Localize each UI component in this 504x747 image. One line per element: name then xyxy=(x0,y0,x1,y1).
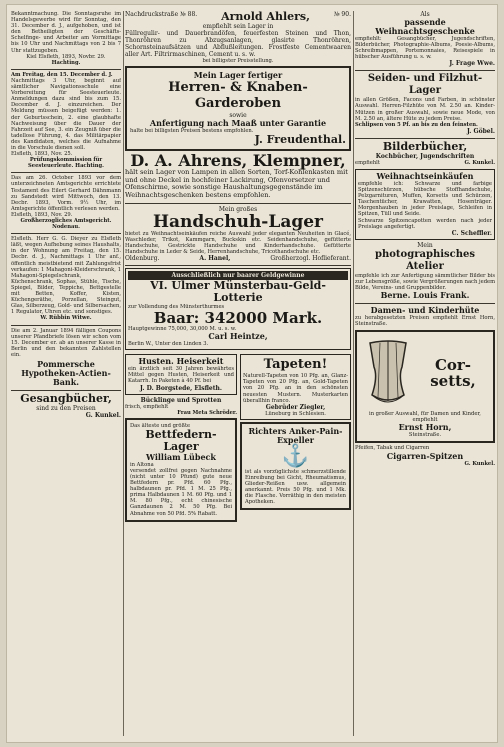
newspaper-page xyxy=(6,4,498,743)
sub-column-right xyxy=(240,352,351,523)
ad-body: ein ärztlich seit 30 Jahren bewährtes Mittel gegen Husten, Heiserkeit und Katarrh. In Paketen à 40 Pf. bei xyxy=(128,366,234,385)
ad-tag: Großherzogl. Hoflieferant. xyxy=(270,254,351,262)
notice-signature: Elsfleth, 1893, Nov. 29. xyxy=(11,211,73,218)
ad-title: Gesangbücher, xyxy=(20,391,112,405)
ad-subtitle: frisch, empfiehlt xyxy=(125,403,169,410)
ad-subtitle: empfiehlt sein Lager in xyxy=(202,23,274,30)
ad-title: Cigarren-Spitzen xyxy=(386,450,464,461)
ad-title: Bücklinge und Sprotten xyxy=(140,396,222,404)
bank-name: Pommersche Hypotheken-Actien-Bank. xyxy=(21,358,111,387)
divider xyxy=(125,203,351,204)
ad-title: Bettfedern-Lager xyxy=(145,427,217,453)
ad-title: Damen- und Kinderhüte xyxy=(370,304,480,315)
ad-foot: halte bei billigsten Preisen bestens empfohlen. xyxy=(130,128,254,135)
ad-name: Frau Meta Schröder. xyxy=(177,409,237,416)
divider xyxy=(11,233,121,234)
ad-city: Lüneburg in Schlesien. xyxy=(265,410,326,417)
ad-name: Carl Heintze, xyxy=(208,331,268,342)
ad-title: Tapeten! xyxy=(263,357,328,373)
ad-name: G. Kunkel. xyxy=(464,460,495,467)
notice-title: Am Freitag, den 15. December d. J. xyxy=(11,71,113,78)
middle-column xyxy=(125,11,351,736)
ad-body: in großer Auswahl, für Damen und Kinder, empfiehlt xyxy=(369,411,481,424)
ad-top: Mein großes xyxy=(218,205,258,213)
ad-body: empfehle ich zur Anfertigung sämmtlicher Bilder bis zur Lebensgröße, sowie Vergrößerungen nach jedem Bilde, Vereins- und Gruppenbilder. xyxy=(355,272,495,291)
divider xyxy=(11,172,121,173)
notice-text: Nachmittags 3 Uhr, beginnt auf sämtlicher Navigationsschule eine Vorbereitung für Seesteuerleute. Anmeldungen dazu sind bis zum 15. December d. J. einzureichen. Der Meldung müssen beigefügt werden: 1. der Geburtsschein, 2. eine glaubhafte Nachweisung über die Dauer der Fahrzeit auf See, 3. ein Zeugniß über die tadellose Führung, 4. das Militärpapier des Kandidaten, welches die Aufnahme in die Vorschule dienen soll. xyxy=(11,77,121,151)
ad-mid: sowie xyxy=(229,112,247,120)
ad-title: Richters Anker-Pain-Expeller xyxy=(248,425,343,445)
ad-title: Bilderbücher, xyxy=(382,139,468,153)
ad-title: Cor- xyxy=(434,356,472,375)
ad-name: J. Göbel. xyxy=(466,127,495,135)
ad-body: Hauptgewinne 75,000, 30,000 M. u. s. w. xyxy=(128,326,237,333)
notice-sunday-rest xyxy=(11,11,121,66)
ad-cigars xyxy=(355,445,495,466)
corset-illustration xyxy=(360,337,416,409)
ad-city: Steinstraße. xyxy=(408,432,442,439)
ad-title: passende Weihnachtsgeschenke xyxy=(375,17,475,36)
divider xyxy=(355,138,495,139)
ad-corsets xyxy=(355,330,495,443)
ad-subtitle: zur Vollendung des Münsterthurmes xyxy=(128,303,225,310)
ad-hymnbooks xyxy=(11,393,121,419)
ad-subtitle: sind zu den Preisen xyxy=(36,404,96,412)
notice-signature: Elsfleth, 1893, Nov. 25. xyxy=(11,151,73,158)
ad-body: zu herabgesetzten Preisen empfiehlt Ernst Horn, Steinstraße. xyxy=(355,314,495,328)
ad-city: in Altona xyxy=(130,461,154,468)
ad-prize: Baar: 342000 Mark. xyxy=(153,309,323,328)
ad-body: versendet zollfrei gegen Nachnahme (nicht unter 10 Pfund) gute neue Bettfedern pr. Pfd. 60 Pfg., halbdaunen pr. Pfd. 1 M. 25 Pfg., prima Halbdaunen 1 M. 60 Pfg. und 1 M. 80 Pfg., echt chinesische Ganzdaunen 2 M. 50 Pfg. Bei Abnahme von 50 Pfd. 5% Rabatt. xyxy=(130,467,232,517)
left-column xyxy=(11,11,121,736)
ad-gloves xyxy=(125,206,351,262)
ad-foot: Berlin W., Unter den Linden 3. xyxy=(128,341,209,348)
ad-body: hält sein Lager von Lampen in allen Sorten, Torf-Kohlenkasten mit und ohne Deckel in hochfeiner Lackirung, Ofenvorsetzer und Ofenschirme, sowie sonstige Haushaltungsgegenstände im Weihnachtsgeschenken bestens empfohlen. xyxy=(125,168,348,199)
notice-signature: W. Rübbin Witwe. xyxy=(40,315,92,322)
ad-foot: empfiehlt xyxy=(355,159,380,166)
divider xyxy=(11,325,121,326)
ad-body: in allen Größen, Facons und Farben, in schönster Auswahl. Herren-Filzhüte von M. 2.50 an. Kinder-Mützen in großer Auswahl, sowie neue Mode, von M. 2.50 an, ältere Hüte zu jedem Preise. xyxy=(355,97,495,122)
ad-top: Mein Lager fertiger xyxy=(193,70,283,81)
ad-title: VI. Ulmer Münsterbau-Geld-Lotterie xyxy=(150,278,326,304)
ad-title: setts, xyxy=(430,372,476,391)
ad-top: Mein xyxy=(417,241,433,249)
auction-list: 1 Mahagoni-Kleiderschrank, 1 Mahagoni-Spiegelschrank, Küchenschrank, Sophas, Stühle, Tische, Spiegel, Bilder, Teppiche, Bettgestelle mit Betten, Koffer, Kisten, Küchengeräthe, Porzellan, Steingut, Glas, Silberzeug, Gold- und Silbersachen, 1 Regulator, Uhren etc. und sonstiges. xyxy=(11,266,121,316)
divider xyxy=(355,303,495,304)
ad-city: Oldenburg. xyxy=(125,254,160,262)
ad-christmas-shopping xyxy=(355,169,495,240)
ad-body: empfehle ich: Schwarze und farbige Spitzenschürzen, hübsche Stoffhandschuhe, Pelzgarnituren, Muffen, Korsetts und Schürzen, Taschentücher, Krawatten, Hosenträger. Morgenhauben in jeder Preislage, Schleifen in Spitzen, Tüll und Seide. xyxy=(358,180,492,218)
notice-coupons xyxy=(11,328,121,387)
ad-title: photographisches Atelier xyxy=(374,248,475,272)
ad-name: Gebrüder Ziegler, xyxy=(265,403,326,411)
issue-number: № 88. xyxy=(180,11,198,18)
column-divider xyxy=(353,11,354,736)
anchor-icon: ⚓ xyxy=(281,443,310,469)
ad-title: Weihnachtseinkäufen xyxy=(376,170,474,181)
notice-text: Die am 2. Januar 1894 fälligen Coupons unserer Pfandbriefe lösen wir schon vom 15. December er. ab an unserer Kasse in Berlin und den bekannten Zahlstellen ein. xyxy=(11,327,121,358)
header-strip xyxy=(125,11,351,23)
notice-name: Prüfungskommission für Seesteuerleute. Hachting. xyxy=(28,157,104,170)
divider xyxy=(11,69,121,70)
ad-title: Husten. Heiserkeit xyxy=(138,356,224,367)
ad-name: J. Freudenthal. xyxy=(254,133,346,147)
notice-auction xyxy=(11,236,121,321)
ad-cough xyxy=(125,354,237,394)
issue-number: № 90. xyxy=(333,11,351,18)
ad-name: J. D. Borgstede, Elsfleth. xyxy=(140,384,222,392)
notice-text: Bekanntmachung. Die Sonntagsruhe im Handelsgewerbe wird für Sonntag, den 31. December d. J., aufgehoben, und ist den Betheiligten der Geschäfts- Schelfinge- und Arbeiter am Vormittage bis 10 Uhr und Nachmittags von 2 bis 7 Uhr stattzugeben. xyxy=(11,11,121,54)
notice-text: Elsfleth. Herr G. G. Dieyer zu Elsfleth läßt, wegen Aufhebung seines Haushalts, in der Wohnung am Freitag, den 15. Decbr. d. J., Nachmittags 1 Uhr anf., öffentlich meistbietend mit Zahlungsfrist verkaufen: xyxy=(11,236,121,273)
ad-title: Seiden- und Filzhut-Lager xyxy=(367,73,483,97)
ad-body: Pfeifen, Tabak und Cigarren xyxy=(355,445,430,452)
ad-name: Ernst Horn, xyxy=(398,422,452,433)
divider xyxy=(11,390,121,391)
notice-signature: Kiel Elsfleth, 1893, Novbr. 29. xyxy=(26,53,106,60)
header-label: Nachdruckstraße xyxy=(125,11,179,18)
notice-testament xyxy=(11,175,121,230)
ad-body: Anfertigung nach Maaß unter Garantie xyxy=(149,118,327,129)
ad-name: J. Frage Wwe. xyxy=(449,60,495,68)
ad-foot: bei billigster Preisstellung. xyxy=(202,58,274,64)
ad-photo-atelier xyxy=(355,242,495,300)
ad-garments xyxy=(125,66,351,151)
advertiser-name: Arnold Ahlers, xyxy=(221,11,310,23)
divider xyxy=(125,265,351,266)
notice-text: Das am 26. October 1893 vor dem unterzeichneten Amtsgerichte errichtete Testament des Eilert Gerhard Dähnmann zu Sandstedt wird Mittwoch, den 13. Decbr. 1893, Vorm. 9½ Uhr, im Amtsgerichte öffentlich verlesen werden. xyxy=(11,175,121,212)
two-col-ads xyxy=(125,352,351,523)
ad-hats xyxy=(355,73,495,134)
ad-christmas-gifts xyxy=(355,11,495,67)
ad-name: William Lübeck xyxy=(146,451,216,462)
ad-pain-expeller xyxy=(240,422,351,511)
ad-name: Berne. Louis Frank. xyxy=(380,289,470,300)
ad-body: Naturell-Tapeten von 10 Pfg. an, Glanz-Tapeten von 20 Pfg. an, Gold-Tapeten von 20 Pfg. an in den schönsten neuesten Mustern. Musterkarten überallhin franco. xyxy=(243,373,348,404)
ad-body: Füllregulir- und Dauerbrandöfen, feuerfesten Steinen und Thon, Thonröhren zu Abzugsanlagen, glasirte Thonröhren, Schornsteinaufsätzen und Abflußleitungen. Frostfeste Cementwaaren aller Art. Filtrirmaschinen, Cement u. s. w. xyxy=(125,30,351,58)
ad-body: ist als vorzüglichste schmerzstillende Einreibung bei Gicht, Rheumatismus, Glieder-Reißen usw. allgemein anerkannt. Preis 50 Pfg. und 1 Mk. die Flasche. Vorräthig in den meisten Apotheken. xyxy=(245,468,346,506)
ad-wallpaper xyxy=(240,354,351,420)
notice-name: Großherzogliches Amtsgericht. Nodenau. xyxy=(20,218,112,231)
ad-picture-books xyxy=(355,141,495,166)
notice-name: Hachting. xyxy=(51,59,81,66)
ad-bedfeathers xyxy=(125,418,237,522)
right-column xyxy=(355,11,495,736)
ad-name: C. Scheffler. xyxy=(451,229,492,237)
column-divider xyxy=(123,11,124,736)
sub-column-left xyxy=(125,352,237,523)
ad-banner: Ausschließlich nur baarer Geldgewinne xyxy=(128,271,348,280)
ad-title: Herren- & Knaben-Garderoben xyxy=(168,80,308,112)
ad-title: D. A. Ahrens, Klempner, xyxy=(130,151,346,171)
ad-subtitle: Kochbücher, Jugendschriften xyxy=(375,152,475,160)
ad-top: Als xyxy=(420,11,430,18)
notice-navigation-school xyxy=(11,72,121,170)
ad-name: G. Kunkel. xyxy=(464,159,495,166)
ad-title: Handschuh-Lager xyxy=(152,211,323,232)
ad-foot: Schwarze Spitzencapotten werden nach jeder Preislage angefertigt. xyxy=(358,217,492,230)
ad-top: Das älteste und größte xyxy=(130,422,191,429)
ad-lottery xyxy=(125,268,351,350)
ad-ladies-hats xyxy=(355,306,495,327)
ad-tinsmith xyxy=(125,153,351,199)
ad-name: A. Hanel, xyxy=(199,254,231,262)
ad-fish xyxy=(125,397,237,416)
ad-body: empfiehlt: Gesangbücher, Jugendschriften, Bilderbücher, Photographie-Albums, Poesie-Albums, Schreibmappen, Portemonnaies, Reisespiele in hübscher Ausführung u. s. w. xyxy=(355,36,495,61)
ad-name: G. Kunkel. xyxy=(85,411,121,419)
ad-extra: Schlipsen von 5 Pf. an bis zu den feinsten. xyxy=(355,121,478,128)
ad-body: bietet zu Weihnachtseinkäufen reiche Auswahl jeder eleganten Neuheiten in Glacé, Waschleder, Trikot, Kammgarn, Buckskin etc. Seidenhandschuhe, gefütterte Handschuhe, Gestrickte Handschuhe und Kinderhandschuhe. Gefütterte Handschuhe in Leder & Seide, Herrenhandschuhe, Tricothandschuhe etc. xyxy=(125,230,351,255)
divider xyxy=(355,70,495,71)
